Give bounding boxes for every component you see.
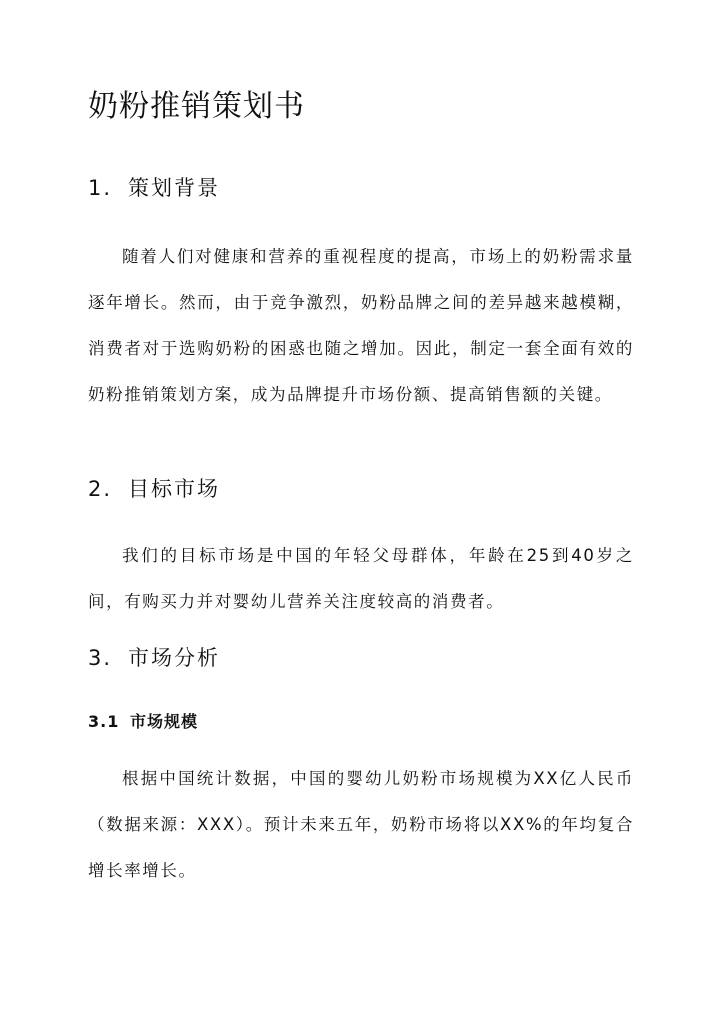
subsection-number: 3.1 [88,712,120,731]
section-title: 市场分析 [128,646,220,670]
section-number: 3. [88,646,113,670]
section-paragraph: 随着人们对健康和营养的重视程度的提高，市场上的奶粉需求量逐年增长。然而，由于竞争激烈，奶粉品牌之间的差异越来越模糊，消费者对于选购奶粉的困惑也随之增加。因此，制定一套全面有效的奶粉推销策划方案，成为品牌提升市场份额、提高销售额的关键。 [88,247,634,404]
subsection-heading [88,710,198,734]
subsection-title: 市场规模 [130,712,199,731]
section-paragraph: 我们的目标市场是中国的年轻父母群体，年龄在25到40岁之间，有购买力并对婴幼儿营养关注度较高的消费者。 [88,546,634,611]
section-heading [88,173,220,203]
section-number: 1. [88,176,113,200]
document-title: 奶粉推销策划书 [88,89,305,124]
section-heading [88,474,220,504]
section-title: 目标市场 [128,477,220,501]
section-title: 策划背景 [128,176,220,200]
subsection-paragraph: 根据中国统计数据，中国的婴幼儿奶粉市场规模为XX亿人民币（数据来源：XXX）。预计未来五年，奶粉市场将以XX%的年均复合增长率增长。 [88,769,634,880]
section-number: 2. [88,477,113,501]
section-heading [88,643,220,673]
